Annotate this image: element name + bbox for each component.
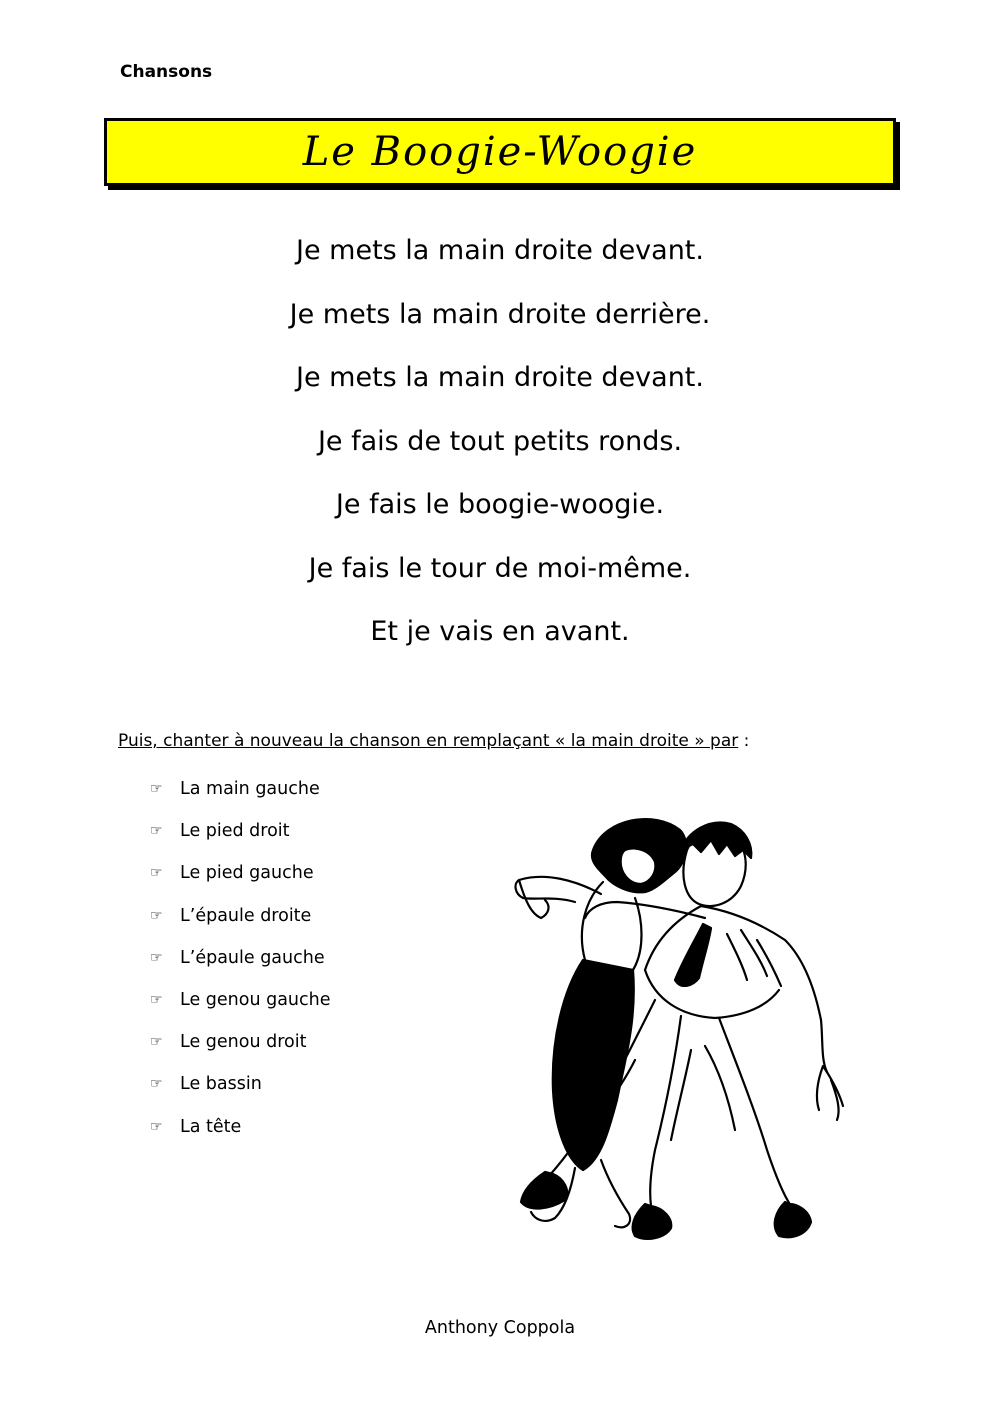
- lyric-line: Je mets la main droite derrière.: [289, 298, 711, 330]
- pointing-hand-icon: ☞: [150, 949, 163, 966]
- variant-label: Le pied droit: [180, 821, 290, 842]
- instruction-colon: :: [738, 731, 750, 751]
- page-title: Le Boogie-Woogie: [302, 129, 698, 175]
- variant-label: L’épaule droite: [180, 905, 312, 926]
- variant-label: L’épaule gauche: [180, 947, 325, 968]
- variant-label: Le pied gauche: [180, 863, 314, 884]
- instruction-main: Puis, chanter à nouveau la chanson en remplaçant « la main droite » par: [118, 731, 739, 751]
- pointing-hand-icon: ☞: [150, 865, 163, 882]
- pointing-hand-icon: ☞: [150, 1076, 163, 1093]
- section-label: Chansons: [120, 62, 213, 82]
- title-banner: [104, 118, 896, 186]
- lyric-line: Et je vais en avant.: [370, 616, 630, 647]
- list-item: [150, 1063, 331, 1105]
- variant-label: Le genou gauche: [180, 990, 331, 1011]
- list-item: [150, 937, 331, 979]
- list-item: [150, 810, 331, 852]
- author-credit: Anthony Coppola: [424, 1318, 576, 1338]
- lyrics-list: [0, 225, 1000, 670]
- list-item: [150, 852, 331, 894]
- pointing-hand-icon: ☞: [150, 781, 163, 798]
- list-item: [150, 979, 331, 1021]
- variant-label: Le bassin: [180, 1074, 262, 1095]
- lyric-line: Je fais le boogie-woogie.: [335, 489, 665, 520]
- variants-list: [150, 768, 331, 1148]
- lyric-line: Je mets la main droite devant.: [296, 362, 704, 393]
- variant-label: La main gauche: [180, 779, 320, 800]
- lyric-line: Je fais le tour de moi-même.: [308, 552, 692, 584]
- pointing-hand-icon: ☞: [150, 992, 163, 1009]
- pointing-hand-icon: ☞: [150, 907, 163, 924]
- list-item: [150, 768, 331, 810]
- pointing-hand-icon: ☞: [150, 1118, 163, 1135]
- list-item: [150, 1021, 331, 1063]
- pointing-hand-icon: ☞: [150, 823, 163, 840]
- dancing-couple-illustration: [505, 810, 850, 1285]
- variant-label: La tête: [180, 1116, 242, 1137]
- list-item: [150, 895, 331, 937]
- variant-label: Le genou droit: [180, 1032, 307, 1053]
- list-item: [150, 1106, 331, 1148]
- pointing-hand-icon: ☞: [150, 1034, 163, 1051]
- instruction-text: [118, 731, 749, 751]
- lyric-line: Je mets la main droite devant.: [296, 235, 704, 266]
- lyric-line: Je fais de tout petits ronds.: [317, 425, 683, 457]
